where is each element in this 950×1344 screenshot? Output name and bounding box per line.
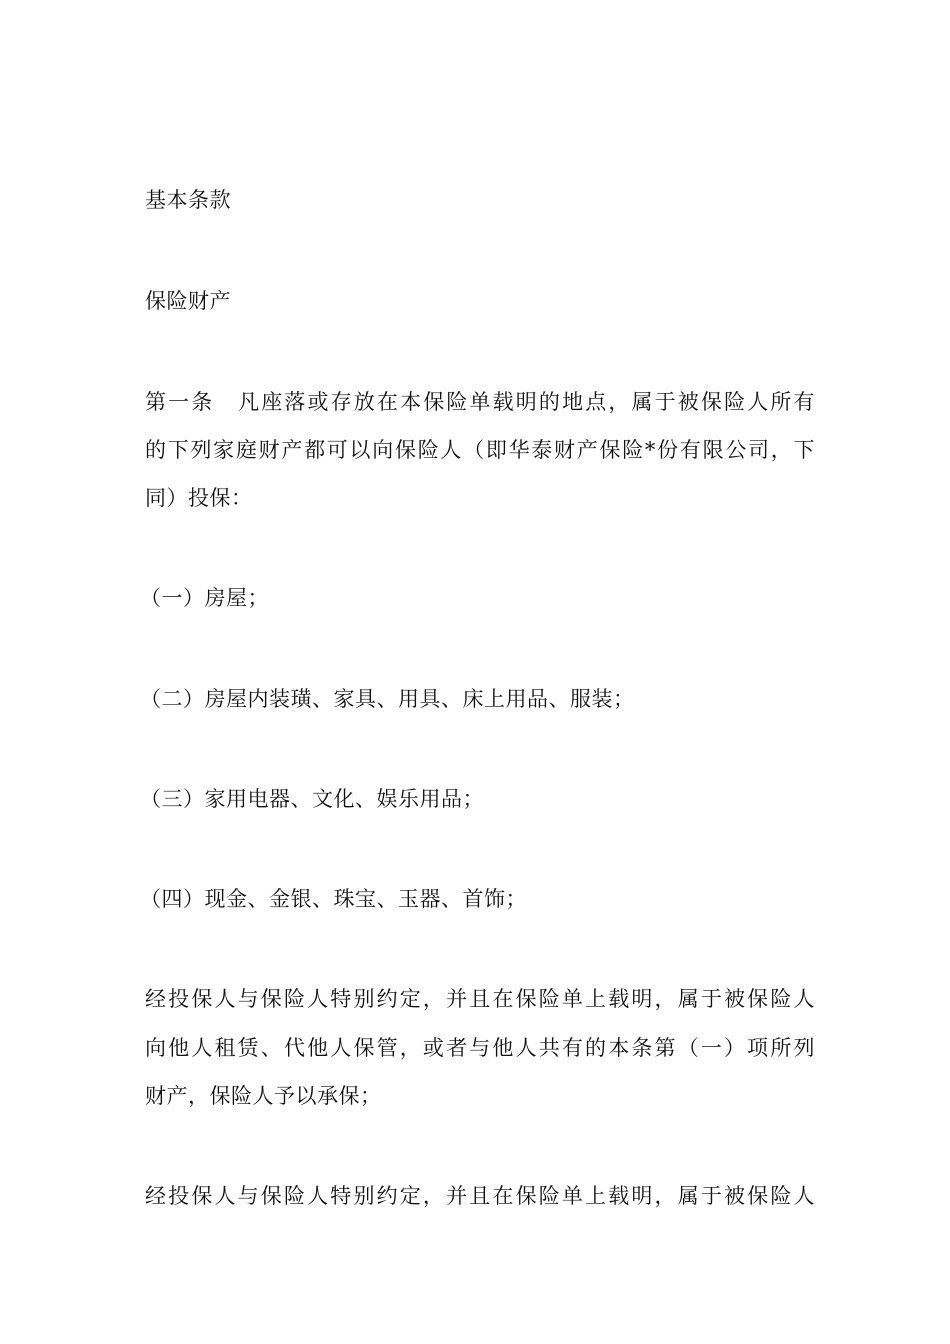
special-para-2-line-1: 经投保人与保险人特别约定，并且在保险单上载明，属于被保险人 [145,1184,815,1208]
list-item-2: （二）房屋内装璜、家具、用具、床上用品、服装； [140,687,635,711]
list-item-1: （一）房屋； [140,586,269,610]
list-item-4: （四）现金、金银、珠宝、玉器、首饰； [140,887,527,911]
article-1-text-1: 凡座落或存放在本保险单载明的地点，属于被保险人所有 [236,390,816,414]
heading-basic-terms: 基本条款 [145,188,231,212]
article-1-label: 第一条 [145,390,215,414]
heading-insured-property: 保险财产 [145,289,231,313]
special-para-1-line-1: 经投保人与保险人特别约定，并且在保险单上载明，属于被保险人 [145,987,815,1011]
special-para-1-line-2: 向他人租赁、代他人保管，或者与他人共有的本条第（一）项所列 [145,1036,815,1060]
article-1-line-1 [145,386,815,418]
article-1-line-2: 的下列家庭财产都可以向保险人（即华泰财产保险*份有限公司，下 [145,438,815,462]
list-item-3: （三）家用电器、文化、娱乐用品； [140,787,484,811]
article-1-line-3: 同）投保： [145,486,253,510]
special-para-1-line-3: 财产，保险人予以承保； [145,1084,382,1108]
